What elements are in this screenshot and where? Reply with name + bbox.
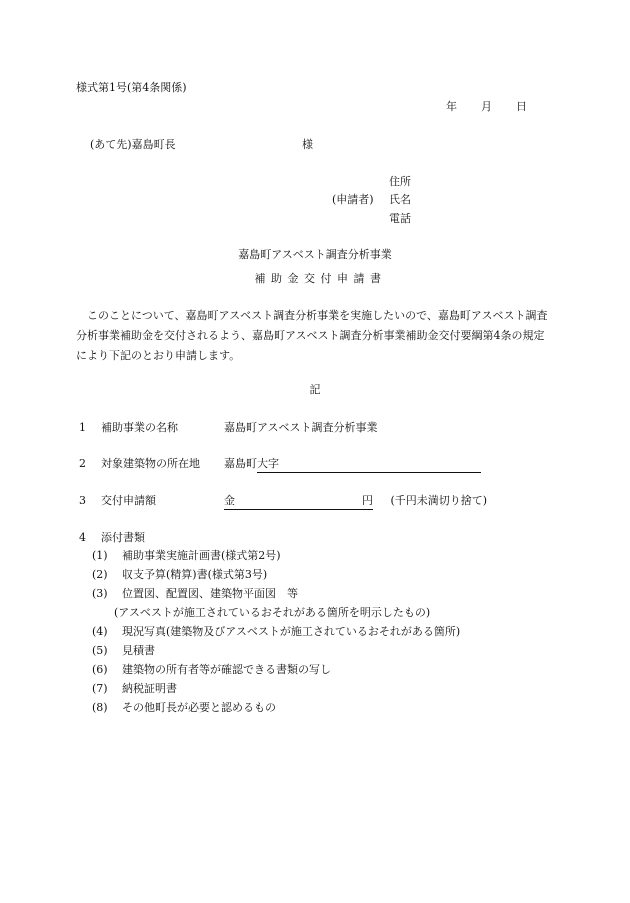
item-1-num: 1	[79, 421, 86, 434]
list-item-text: (アスベストが施工されているおそれがある箇所を明示したもの)	[114, 606, 431, 619]
list-item-text: 建築物の所有者等が確認できる書類の写し	[122, 663, 331, 676]
list-item	[92, 700, 460, 719]
list-item-text: 補助事業実施計画書(様式第2号)	[122, 549, 281, 562]
item-3-prefix: 金	[224, 494, 235, 507]
form-label: 様式第1号(第4条関係)	[76, 81, 187, 94]
item-2-prefix: 嘉島町	[224, 457, 257, 470]
list-item	[92, 567, 460, 586]
item-2-value: 大字	[257, 457, 279, 470]
list-item-num: (2)	[92, 568, 108, 581]
date-year: 年	[446, 100, 457, 113]
addressee-honorific: 様	[302, 138, 313, 151]
list-item-num: (8)	[92, 701, 108, 714]
applicant-name-label: 氏名	[389, 193, 411, 206]
list-item-num: (5)	[92, 644, 108, 657]
item-3-field	[224, 493, 487, 510]
list-item-text: 納税証明書	[122, 682, 177, 695]
list-item-text: 位置図、配置図、建築物平面図 等	[122, 587, 298, 600]
item-2-field	[224, 456, 481, 473]
ki-heading: 記	[309, 383, 321, 396]
date-month: 月	[481, 100, 492, 113]
item-3-note: (千円未満切り捨て)	[390, 494, 488, 507]
item-1	[79, 420, 178, 436]
item-1-label: 補助事業の名称	[101, 421, 178, 434]
list-item-text: 収支予算(精算)書(様式第3号)	[122, 568, 268, 581]
item-3	[79, 493, 156, 509]
applicant-phone-label: 電話	[389, 212, 411, 225]
list-item-num: (7)	[92, 682, 108, 695]
item-3-num: 3	[79, 494, 86, 507]
location-field	[257, 456, 481, 473]
list-item-text: 見積書	[122, 644, 155, 657]
list-item	[92, 605, 460, 624]
applicant-address-label: 住所	[389, 175, 411, 188]
item-1-value: 嘉島町アスベスト調査分析事業	[224, 421, 378, 434]
item-3-unit: 円	[362, 493, 373, 510]
title-line1: 嘉島町アスベスト調査分析事業	[238, 248, 392, 261]
item-2	[79, 456, 200, 472]
list-item-num: (3)	[92, 587, 108, 600]
title-line2: 補助金交付申請書	[254, 272, 387, 285]
attachments-num: 4	[79, 531, 86, 544]
list-item	[92, 662, 460, 681]
item-2-num: 2	[79, 457, 86, 470]
list-item-text: 現況写真(建築物及びアスベストが施工されているおそれがある箇所)	[122, 625, 461, 638]
item-3-label: 交付申請額	[101, 494, 156, 507]
date-day: 日	[516, 100, 527, 113]
attachments-label: 添付書類	[101, 531, 145, 544]
body-paragraph: このことについて、嘉島町アスベスト調査分析事業を実施したいので、嘉島町アスベスト調査分析事業補助金を交付されるよう、嘉島町アスベスト調査分析事業補助金交付要綱第4条の規定により下記のとおり申請します。	[76, 309, 548, 362]
list-item-num: (6)	[92, 663, 108, 676]
applicant-role: (申請者)	[332, 193, 374, 206]
addressee: (あて先)嘉島町長	[90, 138, 176, 151]
attachment-list	[92, 548, 460, 719]
amount-field	[224, 493, 362, 510]
list-item	[92, 643, 460, 662]
list-item	[92, 548, 460, 567]
list-item	[92, 624, 460, 643]
list-item-text: その他町長が必要と認めるもの	[122, 701, 276, 714]
list-item-num: (1)	[92, 549, 108, 562]
list-item	[92, 586, 460, 605]
attachments-heading	[79, 530, 145, 546]
item-2-label: 対象建築物の所在地	[101, 457, 200, 470]
list-item-num: (4)	[92, 625, 108, 638]
list-item	[92, 681, 460, 700]
